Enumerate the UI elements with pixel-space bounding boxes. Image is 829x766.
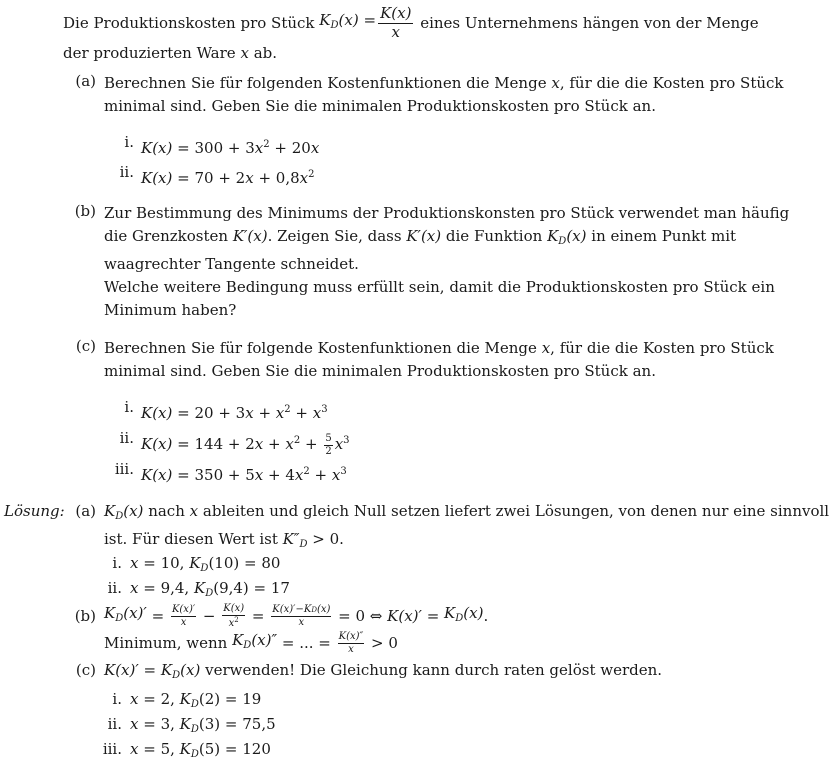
part-c-item-label: iii. (114, 460, 134, 478)
intro-text: ab. (253, 44, 278, 62)
part-a-item-label: i. (124, 133, 134, 151)
solution-a-text: $K_D(x)$ nach x ableiten und gleich Null setzen liefert zwei Lösungen, von denen nur eine sinnvoll ist. Für diesen Wert ist $K''_D > 0$. (104, 502, 829, 550)
part-a-item-label: ii. (119, 163, 134, 181)
solution-a-result-1: x = 10, $K_D(10) = 80$ (130, 554, 281, 574)
part-c-label: (c) (75, 337, 96, 355)
part-c-item-label: i. (124, 398, 134, 416)
math-x: x (240, 44, 249, 62)
part-a-formula-2: $K(x) = 70 + 2x + 0,8x^2$ (141, 169, 315, 187)
solution-b-label: (b) (74, 607, 96, 625)
solution-b-text: $K_D(x)'$ = $\frac{K(x)'}{x}$ − $\frac{K(x)}{x^2}$ = $\frac{K(x)'-KD(x)}{x}$ = 0 ⇔ K(x)′ = $K_D(x)$ . Minimum, wenn $K_D(x)''$ = ... = $\frac{K(x)''}{x}$ > 0 (104, 603, 489, 655)
part-a-formula-1: $K(x) = 300 + 3x^2 + 20x$ (141, 139, 320, 157)
solution-c-item-label: i. (112, 690, 122, 708)
part-b-text: Zur Bestimmung des Minimums der Produktionskonsten pro Stück verwendet man häufig die Grenzkosten K′(x). Zeigen Sie, dass K′(x) die Funktion $K_D(x)$ in einem Punkt mit waagrechter Tangente schneidet. Welche weitere Bedingung muss erfüllt sein, damit die Produktionskosten pro Stück ein Minimum haben? (104, 204, 790, 319)
formula-kd: $K_D(x)$ = (319, 11, 377, 31)
part-b-label: (b) (74, 202, 96, 220)
intro-text: Die Produktionskosten pro Stück (63, 14, 315, 32)
solution-a-result-2: x = 9,4, $K_D(9,4) = 17$ (130, 579, 290, 599)
part-a-text: Berechnen Sie für folgenden Kostenfunktionen die Menge x, für die die Kosten pro Stück minimal sind. Geben Sie die minimalen Produktionskosten pro Stück an. (104, 74, 784, 115)
solution-c-text: $K(x)' = K_D(x)$ verwenden! Die Gleichung kann durch raten gelöst werden. (104, 661, 663, 681)
solution-c-label: (c) (75, 661, 96, 679)
part-c-formula-1: $K(x) = 20 + 3x + x^2 + x^3$ (141, 404, 328, 422)
intro-text: der produzierten Ware (63, 44, 236, 62)
solution-c-result-1: x = 2, $K_D(2) = 19$ (130, 690, 262, 710)
solution-heading: Lösung: (4, 502, 65, 520)
solution-a-item-label: ii. (107, 579, 122, 597)
part-c-formula-2: $K(x) = 144 + 2x + x^2$ + $\frac{5}{2}$ $x^3$ (141, 433, 350, 457)
part-c-item-label: ii. (119, 429, 134, 447)
solution-c-item-label: ii. (107, 715, 122, 733)
part-a-label: (a) (75, 72, 96, 90)
solution-c-item-label: iii. (102, 740, 122, 758)
solution-a-label: (a) (75, 502, 96, 520)
solution-a-item-label: i. (112, 554, 122, 572)
intro-paragraph (63, 3, 759, 63)
solution-c-result-2: x = 3, $K_D(3) = 75,5$ (130, 715, 276, 735)
part-c-text: Berechnen Sie für folgende Kostenfunktionen die Menge x, für die die Kosten pro Stück minimal sind. Geben Sie die minimalen Produktionskosten pro Stück an. (104, 339, 774, 380)
intro-text: eines Unternehmens hängen von der Menge (420, 14, 759, 32)
fraction-kx-over-x: $\frac{K(x)}{x}$ (380, 4, 412, 41)
part-c-formula-3: $K(x) = 350 + 5x + 4x^2 + x^3$ (141, 466, 347, 484)
solution-c-result-3: x = 5, $K_D(5) = 120$ (130, 740, 271, 760)
